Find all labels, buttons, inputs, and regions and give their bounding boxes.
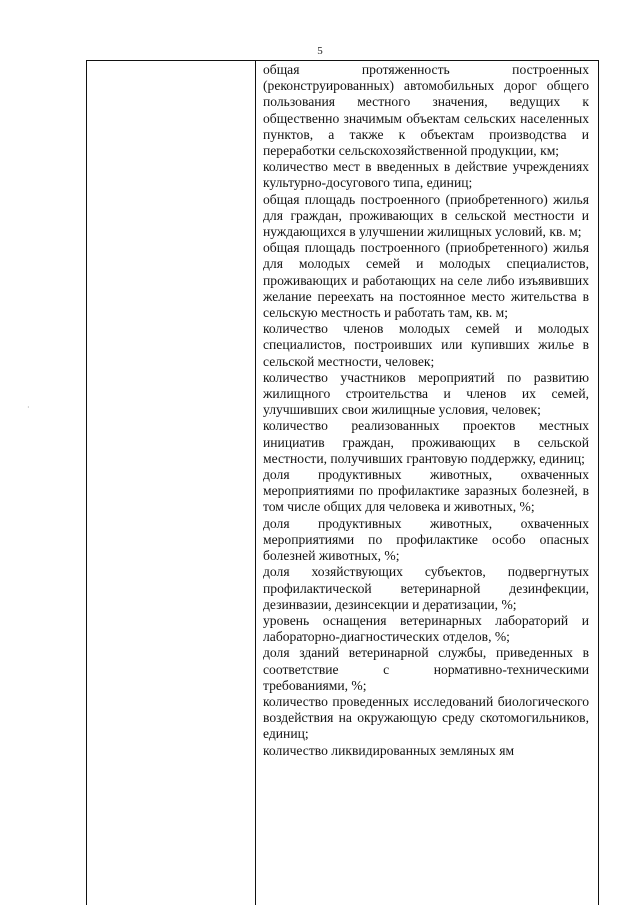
column-divider xyxy=(255,61,256,905)
indicator-item: общая площадь построенного (приобретенного) жилья для молодых семей и молодых специалистов, проживающих и работающих на селе либо изъявивших желание переехать на постоянное место жительства в сельскую местность и работать там, кв. м; xyxy=(263,240,589,321)
indicator-item: доля хозяйствующих субъектов, подвергнутых профилактической ветеринарной дезинфекции, дезинвазии, дезинсекции и дератизации, %; xyxy=(263,564,589,612)
indicator-item: количество участников мероприятий по развитию жилищного строительства и членов их семей, улучшивших свои жилищные условия, человек; xyxy=(263,369,589,418)
indicator-item: количество проведенных исследований биологического воздействия на окружающую среду скотомогильников, единиц; xyxy=(263,693,589,742)
margin-mark: · xyxy=(27,403,30,412)
indicator-item: уровень оснащения ветеринарных лабораторий и лабораторно-диагностических отделов, %; xyxy=(263,612,589,645)
indicator-item: количество реализованных проектов местных инициатив граждан, проживающих в сельской местности, получивших грантовую поддержку, единиц; xyxy=(263,418,589,466)
indicator-item: количество ликвидированных земляных ям xyxy=(263,742,515,758)
indicator-item: количество мест в введенных в действие учреждениях культурно-досугового типа, единиц; xyxy=(263,159,589,191)
indicators-cell xyxy=(263,62,589,759)
indicator-item: доля зданий ветеринарной службы, приведенных в соответствие с нормативно-техническими требованиями, %; xyxy=(263,645,589,693)
indicators-table xyxy=(86,60,599,905)
indicator-item: общая площадь построенного (приобретенного) жилья для граждан, проживающих в сельской местности и нуждающихся в улучшении жилищных условий, кв. м; xyxy=(263,191,589,240)
indicator-item: доля продуктивных животных, охваченных мероприятиями по профилактике особо опасных болезней животных, %; xyxy=(263,515,589,564)
indicator-item: общая протяженность построенных (реконструированных) автомобильных дорог общего пользования местного значения, ведущих к общественно значимым объектам сельских населенных пунктов, а также к объектам производства и переработки сельскохозяйственной продукции, км; xyxy=(263,62,589,159)
indicator-item: количество членов молодых семей и молодых специалистов, построивших или купивших жилье в сельской местности, человек; xyxy=(263,321,589,369)
indicator-item: доля продуктивных животных, охваченных мероприятиями по профилактике заразных болезней, в том числе общих для человека и животных, %; xyxy=(263,467,589,515)
page-number: 5 xyxy=(317,45,323,57)
